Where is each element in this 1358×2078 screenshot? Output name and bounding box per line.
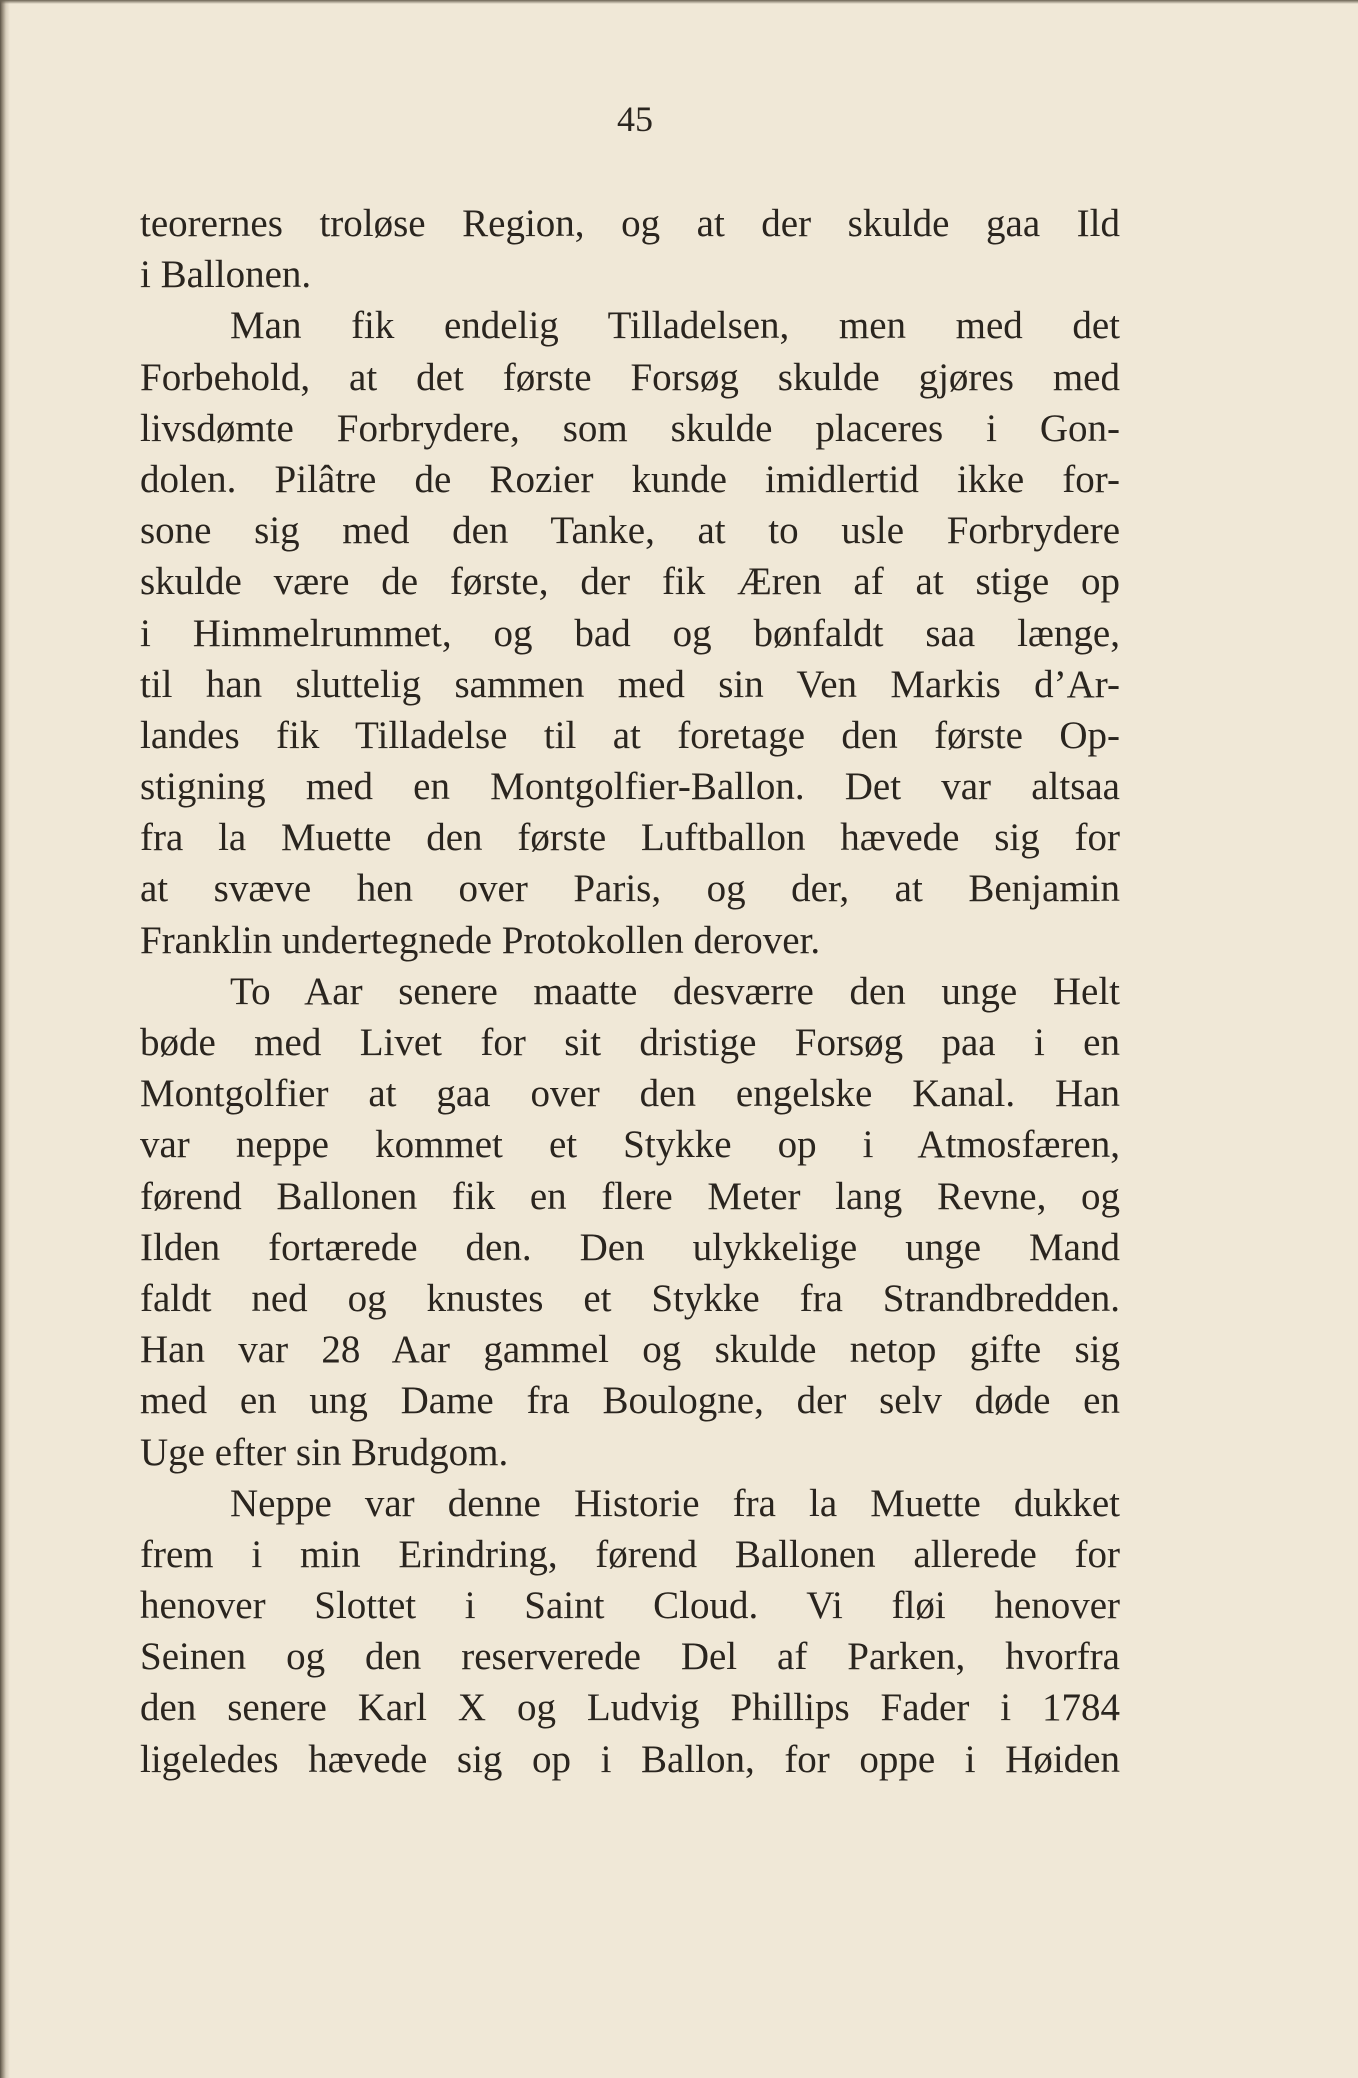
text-line: To Aar senere maatte desværre den unge Helt xyxy=(230,969,1120,1013)
page-number: 45 xyxy=(617,99,653,139)
text-line: Neppe var denne Historie fra la Muette dukket xyxy=(230,1481,1120,1525)
text-line: landes fik Tilladelse til at foretage den første Op- xyxy=(140,713,1120,757)
page-edge-shadow xyxy=(0,0,10,2078)
text-line: henover Slottet i Saint Cloud. Vi fløi henover xyxy=(140,1584,1120,1628)
text-line: Seinen og den reserverede Del af Parken, hvorfra xyxy=(140,1635,1120,1679)
text-line: Franklin undertegnede Protokollen derover. xyxy=(140,918,821,962)
text-line: skulde være de første, der fik Æren af at stige op xyxy=(140,560,1120,604)
text-line: til han sluttelig sammen med sin Ven Markis d’Ar- xyxy=(140,662,1120,706)
text-line: i Himmelrummet, og bad og bønfaldt saa længe, xyxy=(140,611,1120,655)
text-line: stigning med en Montgolfier-Ballon. Det var altsaa xyxy=(140,765,1120,809)
text-line: Ilden fortærede den. Den ulykkelige unge Mand xyxy=(140,1225,1120,1269)
text-line: Forbehold, at det første Forsøg skulde gjøres med xyxy=(140,355,1120,399)
body-text xyxy=(140,198,1120,1785)
text-line: bøde med Livet for sit dristige Forsøg paa i en xyxy=(140,1021,1120,1064)
text-line: at svæve hen over Paris, og der, at Benjamin xyxy=(140,867,1120,911)
text-line: Man fik endelig Tilladelsen, men med det xyxy=(230,304,1120,348)
text-line: teorernes troløse Region, og at der skulde gaa Ild xyxy=(140,202,1120,245)
text-line: sone sig med den Tanke, at to usle Forbrydere xyxy=(140,509,1120,553)
text-line: den senere Karl X og Ludvig Phillips Fader i 1784 xyxy=(140,1686,1120,1730)
text-line: frem i min Erindring, førend Ballonen allerede for xyxy=(140,1532,1120,1576)
text-line: fra la Muette den første Luftballon hævede sig for xyxy=(140,816,1120,860)
text-line: Han var 28 Aar gammel og skulde netop gifte sig xyxy=(140,1328,1120,1372)
page-top-shadow xyxy=(0,0,1358,4)
text-line: Montgolfier at gaa over den engelske Kanal. Han xyxy=(140,1072,1120,1116)
text-line: med en ung Dame fra Boulogne, der selv døde en xyxy=(140,1379,1120,1423)
text-line: var neppe kommet et Stykke op i Atmosfæren, xyxy=(140,1123,1120,1167)
text-line: livsdømte Forbrydere, som skulde placeres i Gon- xyxy=(140,406,1120,450)
text-line: ligeledes hævede sig op i Ballon, for oppe i Høiden xyxy=(140,1737,1120,1781)
text-line: dolen. Pilâtre de Rozier kunde imidlertid ikke for- xyxy=(140,457,1120,501)
text-line: førend Ballonen fik en flere Meter lang Revne, og xyxy=(140,1174,1120,1218)
text-line: Uge efter sin Brudgom. xyxy=(140,1430,509,1474)
text-line: i Ballonen. xyxy=(140,253,312,297)
text-line: faldt ned og knustes et Stykke fra Strandbredden. xyxy=(140,1276,1120,1320)
